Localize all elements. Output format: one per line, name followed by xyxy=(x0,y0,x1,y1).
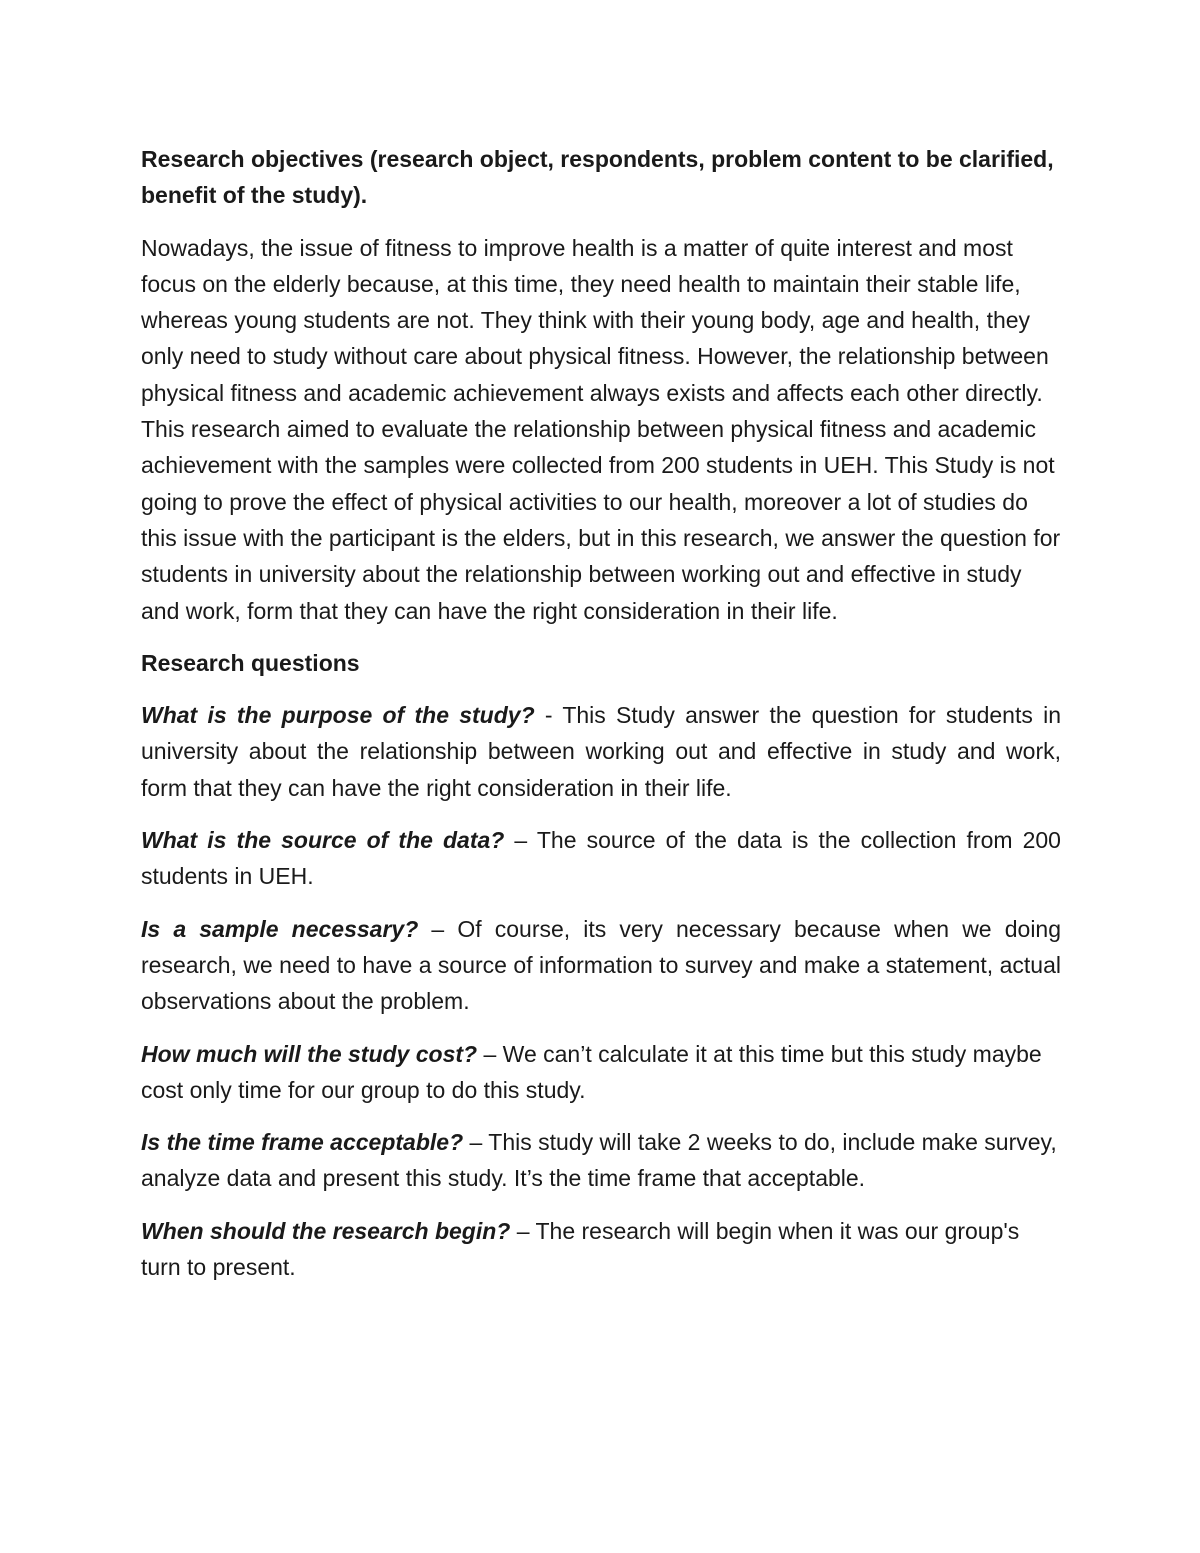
objectives-heading: Research objectives (research object, respondents, problem content to be clarified, benefit of the study). xyxy=(141,146,1054,209)
question-begin-label: When should the research begin? xyxy=(141,1217,511,1244)
objectives-paragraph: Nowadays, the issue of fitness to improve health is a matter of quite interest and most focus on the elderly because, at this time, they need health to maintain their stable life, whereas young students are not. They think with their young body, age and health, they only need to study without care about physical fitness. However, the relationship between physical fitness and academic achievement always exists and affects each other directly. This research aimed to evaluate the relationship between physical fitness and academic achievement with the samples were collected from 200 students in UEH. This Study is not going to prove the effect of physical activities to our health, moreover a lot of studies do this issue with the participant is the elders, but in this research, we answer the question for students in university about the relationship between working out and effective in study and work, form that they can have the right consideration in their life. xyxy=(141,234,1061,624)
question-purpose xyxy=(141,697,1061,806)
question-cost xyxy=(141,1036,1061,1109)
question-purpose-label: What is the purpose of the study? xyxy=(141,702,535,729)
question-time-frame-label: Is the time frame acceptable? xyxy=(141,1129,464,1156)
question-cost-answer: – We can’t calculate it at this time but this study maybe cost only time for our group to do this study. xyxy=(141,1040,1042,1103)
question-sample-answer: – Of course, its very necessary because when we doing research, we need to have a source of information to survey and make a statement, actual observations about the problem. xyxy=(141,915,1062,1015)
question-begin xyxy=(141,1213,1061,1286)
question-data-source xyxy=(141,822,1061,895)
question-sample-label: Is a sample necessary? xyxy=(141,915,419,942)
question-time-frame xyxy=(141,1124,1061,1197)
question-purpose-answer: - This Study answer the question for students in university about the relationship between working out and effective in study and work, form that they can have the right consideration in their life. xyxy=(141,702,1061,801)
question-cost-label: How much will the study cost? xyxy=(141,1040,478,1067)
question-begin-answer: – The research will begin when it was our group's turn to present. xyxy=(141,1217,1020,1281)
questions-heading: Research questions xyxy=(141,649,360,676)
question-data-source-label: What is the source of the data? xyxy=(141,827,505,854)
question-sample xyxy=(141,911,1061,1020)
question-data-source-answer: – The source of the data is the collection from 200 students in UEH. xyxy=(141,827,1061,890)
question-time-frame-answer: – This study will take 2 weeks to do, include make survey, analyze data and present this study. It’s the time frame that acceptable. xyxy=(141,1129,1057,1192)
document-body xyxy=(141,141,1061,1301)
